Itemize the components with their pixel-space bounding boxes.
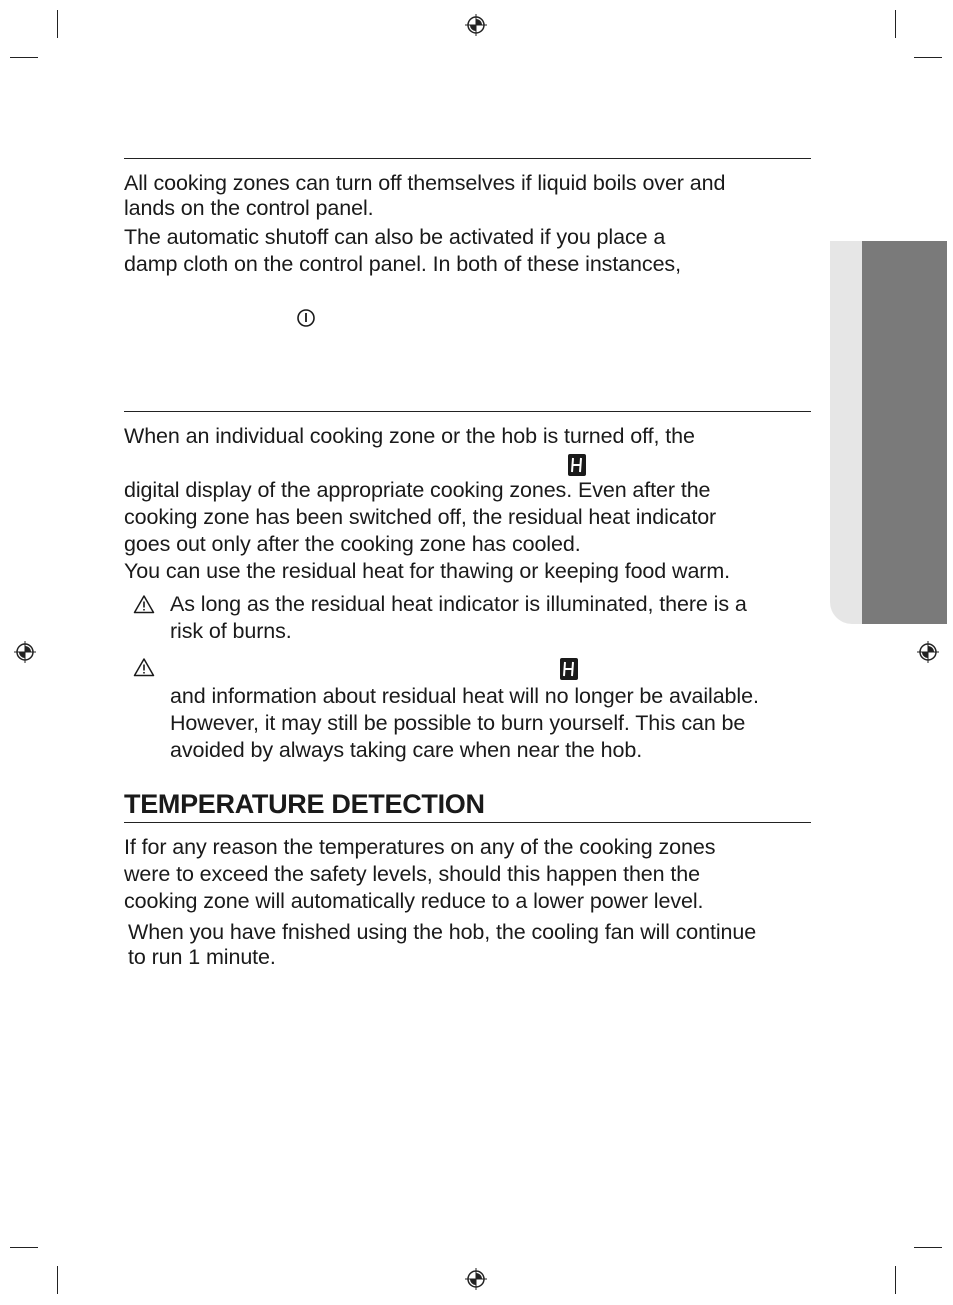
section-rule-temperature: [124, 822, 811, 823]
crop-mark-bottom-left-h: [10, 1247, 38, 1248]
warning-2-line-2: However, it may still be possible to burn yourself. This can be: [170, 711, 746, 735]
residual-text-line-5: You can use the residual heat for thawing or keeping food warm.: [124, 559, 731, 583]
residual-text-line-1: When an individual cooking zone or the hob is turned off, the: [124, 424, 695, 448]
temperature-text-line-1: If for any reason the temperatures on any of the cooking zones: [124, 835, 716, 859]
shutoff-text-line-2: lands on the control panel.: [124, 196, 374, 220]
section-heading-temperature: TEMPERATURE DETECTION: [124, 789, 485, 819]
temperature-text-line-4: When you have fnished using the hob, the cooling fan will continue: [128, 920, 757, 944]
residual-text-line-3: cooking zone has been switched off, the residual heat indicator: [124, 505, 717, 529]
warning-triangle-icon: [133, 594, 155, 614]
temperature-text-line-2: were to exceed the safety levels, should this happen then the: [124, 862, 700, 886]
residual-text-line-4: goes out only after the cooking zone has cooled.: [124, 532, 581, 556]
crop-mark-bottom-right-h: [914, 1247, 942, 1248]
crop-mark-top-left-h: [10, 57, 38, 58]
warning-2-line-3: avoided by always taking care when near the hob.: [170, 738, 643, 762]
shutoff-text-line-3: The automatic shutoff can also be activated if you place a: [124, 225, 666, 249]
chapter-tab-light: [830, 241, 864, 624]
registration-mark-icon: [465, 1268, 487, 1290]
crop-mark-top-right-v: [895, 10, 896, 38]
warning-2-line-1: and information about residual heat will no longer be available.: [170, 684, 759, 708]
section-rule-residual: [124, 411, 811, 412]
shutoff-text-line-1: All cooking zones can turn off themselves if liquid boils over and: [124, 171, 726, 195]
crop-mark-bottom-right-v: [895, 1266, 896, 1294]
temperature-text-line-3: cooking zone will automatically reduce to a lower power level.: [124, 889, 704, 913]
residual-heat-h-icon: [560, 658, 578, 680]
registration-mark-icon: [14, 641, 36, 663]
registration-mark-icon: [917, 641, 939, 663]
shutoff-text-line-4: damp cloth on the control panel. In both of these instances,: [124, 252, 681, 276]
residual-text-line-2: digital display of the appropriate cooking zones. Even after the: [124, 478, 711, 502]
warning-1-line-2: risk of burns.: [170, 619, 292, 643]
registration-mark-icon: [465, 14, 487, 36]
temperature-text-line-5: to run 1 minute.: [128, 945, 276, 969]
section-rule-top: [124, 158, 811, 159]
warning-1-line-1: As long as the residual heat indicator is illuminated, there is a: [170, 592, 747, 616]
warning-triangle-icon: [133, 657, 155, 677]
chapter-tab-dark: [862, 241, 947, 624]
crop-mark-top-right-h: [914, 57, 942, 58]
crop-mark-top-left-v: [57, 10, 58, 38]
power-icon: [296, 308, 316, 328]
residual-heat-h-icon: [568, 454, 586, 476]
crop-mark-bottom-left-v: [57, 1266, 58, 1294]
